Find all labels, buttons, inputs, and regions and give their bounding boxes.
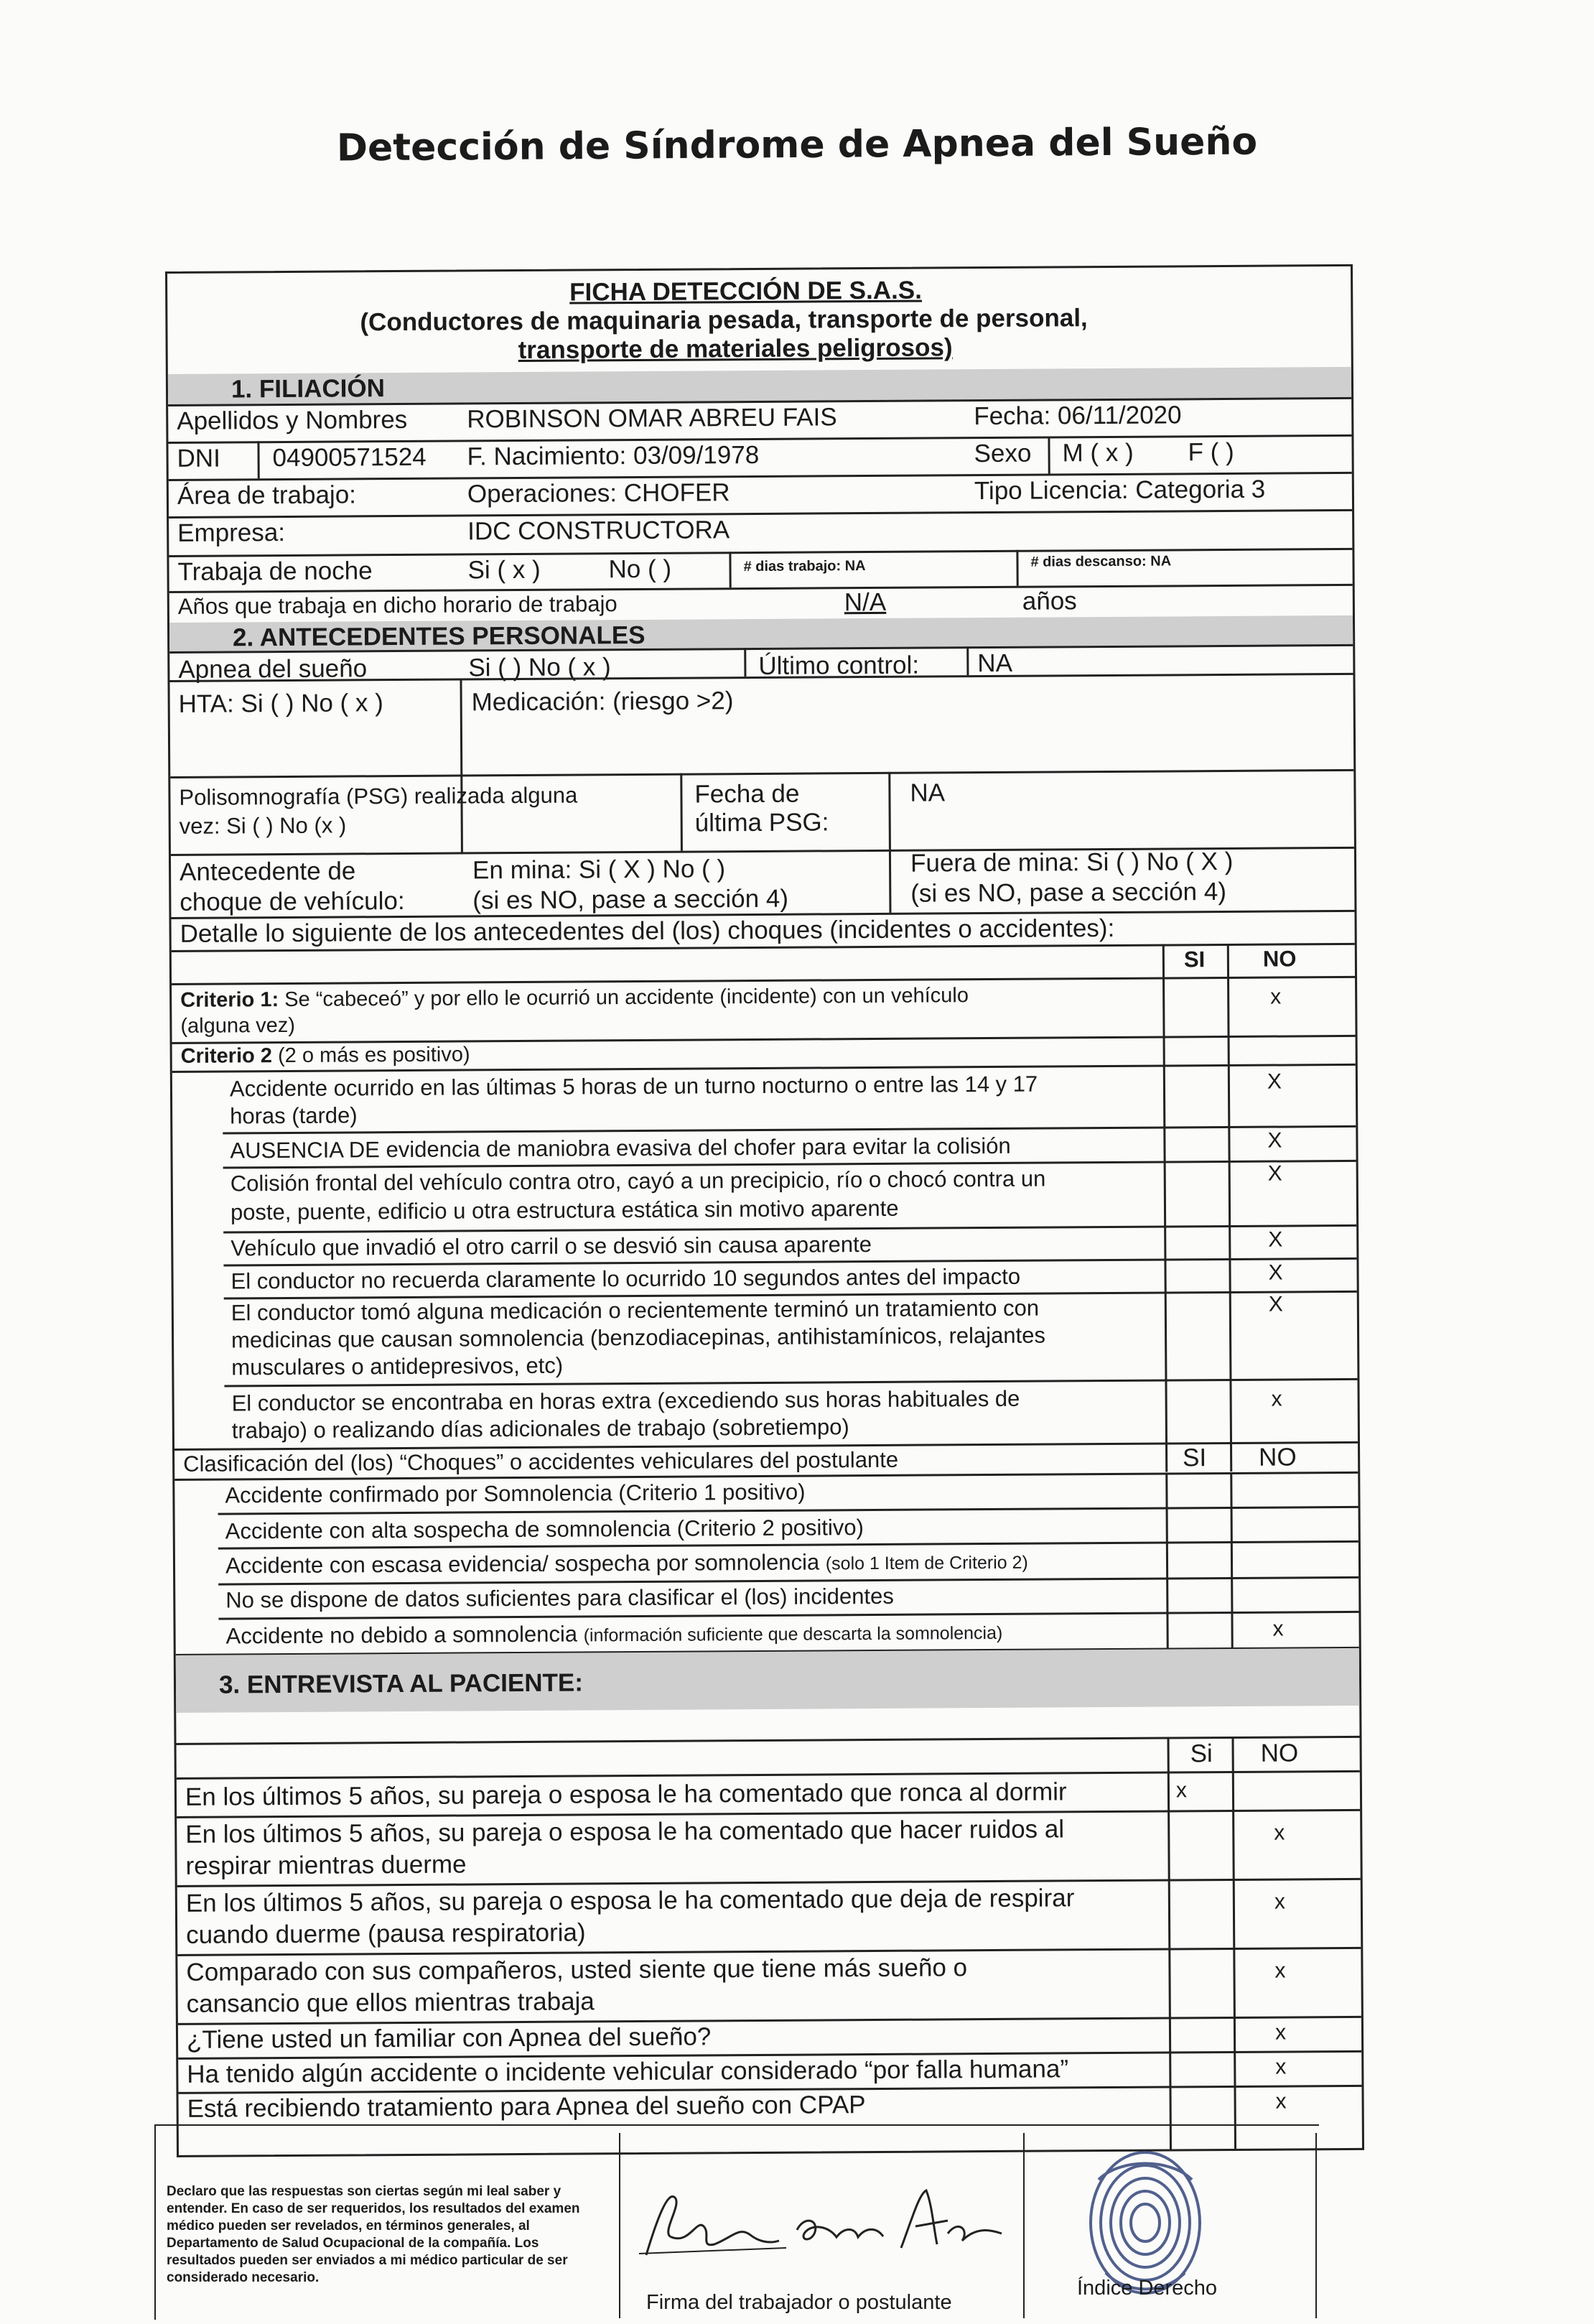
dias-descanso: # dias descanso: NA bbox=[1030, 553, 1172, 570]
s3-no-mark: x bbox=[1275, 2089, 1287, 2114]
item-no-mark: X bbox=[1268, 1260, 1283, 1285]
dni-label: DNI bbox=[177, 444, 220, 473]
form-header-line3: transporte de materiales peligrosos) bbox=[518, 333, 953, 364]
item-line: Accidente ocurrido en las últimas 5 horas de un turno nocturno o entre las 14 y 17 bbox=[229, 1071, 1038, 1102]
sexo-label: Sexo bbox=[974, 439, 1032, 468]
s3-row: cuando duerme (pausa respiratoria) bbox=[186, 1918, 586, 1949]
col-no: NO bbox=[1262, 946, 1297, 972]
empresa-value: IDC CONSTRUCTORA bbox=[467, 516, 730, 546]
item-line: El conductor se encontraba en horas extra (excediendo sus horas habituales de bbox=[231, 1385, 1020, 1416]
form-header-line2: (Conductores de maquinaria pesada, transporte de personal, bbox=[360, 304, 1088, 337]
item-line: El conductor no recuerda claramente lo ocurrido 10 segundos antes del impacto bbox=[230, 1263, 1021, 1294]
criterio1-line1: Criterio 1: Se “cabeceó” y por ello le ocurrió un accidente (incidente) con un vehículo bbox=[180, 984, 969, 1012]
clas-item: Accidente no debido a somnolencia (información suficiente que descarta la somnolencia) bbox=[225, 1621, 1003, 1649]
s3-no-mark: x bbox=[1274, 1958, 1286, 1983]
clasificacion-si: SI bbox=[1182, 1444, 1207, 1472]
section1-title: 1. FILIACIÓN bbox=[230, 374, 386, 404]
item-line: AUSENCIA DE evidencia de maniobra evasiva del chofer para evitar la colisión bbox=[230, 1133, 1011, 1163]
s3-row: respirar mientras duerme bbox=[185, 1850, 467, 1880]
section2-title: 2. ANTECEDENTES PERSONALES bbox=[232, 620, 645, 652]
section3-title: 3. ENTREVISTA AL PACIENTE: bbox=[218, 1668, 584, 1699]
noche-label: Trabaja de noche bbox=[177, 557, 373, 586]
col-si: SI bbox=[1183, 947, 1206, 972]
criterio1-line2: (alguna vez) bbox=[180, 1013, 296, 1038]
clas-item: Accidente confirmado por Somnolencia (Criterio 1 positivo) bbox=[225, 1479, 806, 1508]
mina-line2: (si es NO, pase a sección 4) bbox=[472, 884, 789, 915]
empresa-label: Empresa: bbox=[177, 518, 286, 547]
item-no-mark: X bbox=[1267, 1161, 1282, 1186]
anios-unit: años bbox=[1022, 587, 1077, 615]
declaracion-text: Declaro que las respuestas son ciertas según mi leal saber y entender. En caso de ser requeridos, los resultados del examen médico pueden ser revelados, en términos generales, al Departamento de Salud Ocupacional de la compañía. Los resultados pueden ser enviados a mi médico particular de ser considerado necesario. bbox=[167, 2184, 580, 2285]
name-label: Apellidos y Nombres bbox=[177, 405, 408, 435]
s3-no-mark: x bbox=[1274, 1890, 1285, 1914]
mina-line1: En mina: Si ( X ) No ( ) bbox=[472, 855, 726, 885]
sexo-m: M ( x ) bbox=[1062, 438, 1134, 468]
criterio1-no-mark: x bbox=[1270, 985, 1282, 1009]
area-value: Operaciones: CHOFER bbox=[467, 478, 730, 508]
item-line: El conductor tomó alguna medicación o recientemente terminó un tratamiento con bbox=[230, 1295, 1040, 1326]
sas-form bbox=[165, 264, 1364, 2157]
indice-label: Índice Derecho bbox=[1077, 2277, 1218, 2300]
licencia-value: Tipo Licencia: Categoria 3 bbox=[974, 475, 1266, 506]
sexo-f: F ( ) bbox=[1188, 437, 1234, 467]
s3-no-mark: x bbox=[1274, 2020, 1287, 2045]
s3-no-mark: x bbox=[1274, 1821, 1285, 1845]
s3-row: En los últimos 5 años, su pareja o esposa le ha comentado que hacer ruidos al bbox=[185, 1815, 1065, 1849]
item-line: poste, puente, edificio u otra estructura estática sin motivo aparente bbox=[230, 1195, 899, 1225]
anios-label: Años que trabaja en dicho horario de trabajo bbox=[177, 591, 617, 619]
criterio2-label: Criterio 2 (2 o más es positivo) bbox=[180, 1043, 470, 1068]
nacimiento-value: F. Nacimiento: 03/09/1978 bbox=[467, 440, 760, 471]
s3-row: ¿Tiene usted un familiar con Apnea del sueño? bbox=[186, 2022, 712, 2054]
item-no-mark: x bbox=[1271, 1387, 1282, 1411]
dias-trabajo: # dias trabajo: NA bbox=[743, 558, 866, 575]
control-label: Último control: bbox=[758, 651, 920, 680]
s3-si-mark: x bbox=[1175, 1778, 1188, 1803]
name-value: ROBINSON OMAR ABREU FAIS bbox=[467, 403, 837, 434]
item-no-mark: X bbox=[1268, 1292, 1283, 1316]
noche-no: No ( ) bbox=[608, 554, 672, 584]
detalle-label: Detalle lo siguiente de los antecedentes del (los) choques (incidentes o accidentes): bbox=[180, 914, 1115, 948]
s3-row: En los últimos 5 años, su pareja o esposa le ha comentado que deja de respirar bbox=[185, 1884, 1075, 1918]
item-line: trabajo) o realizando días adicionales de trabajo (sobretiempo) bbox=[231, 1414, 849, 1444]
psg-line2: vez: Si ( ) No (x ) bbox=[179, 812, 347, 839]
s3-col-no: NO bbox=[1260, 1739, 1299, 1767]
item-no-mark: X bbox=[1267, 1069, 1282, 1094]
fecha-value: Fecha: 06/11/2020 bbox=[974, 401, 1182, 431]
item-line: horas (tarde) bbox=[230, 1102, 358, 1129]
clasificacion-label: Clasificación del (los) “Choques” o accidentes vehiculares del postulante bbox=[183, 1446, 899, 1477]
form-header-line1: FICHA DETECCIÓN DE S.A.S. bbox=[569, 276, 922, 307]
clas-item: No se dispone de datos suficientes para clasificar el (los) incidentes bbox=[225, 1583, 894, 1613]
s3-col-si: Si bbox=[1190, 1739, 1213, 1768]
document-title: Detección de Síndrome de Apnea del Sueño bbox=[336, 120, 1258, 170]
s3-row: En los últimos 5 años, su pareja o esposa le ha comentado que ronca al dormir bbox=[185, 1777, 1067, 1811]
fuera-line2: (si es NO, pase a sección 4) bbox=[910, 877, 1227, 908]
area-label: Área de trabajo: bbox=[177, 480, 357, 510]
control-value: NA bbox=[977, 649, 1013, 678]
psg-line1: Polisomnografía (PSG) realizada alguna bbox=[179, 782, 578, 810]
psg-fecha-line1: Fecha de bbox=[694, 779, 800, 809]
psg-fecha-line2: última PSG: bbox=[694, 808, 829, 837]
dni-value: 04900571524 bbox=[272, 442, 427, 473]
s3-row: cansancio que ellos mientras trabaja bbox=[186, 1987, 595, 2018]
noche-si: Si ( x ) bbox=[467, 555, 541, 585]
clas-item: Accidente con alta sospecha de somnolencia (Criterio 2 positivo) bbox=[225, 1515, 864, 1544]
item-line: Vehículo que invadió el otro carril o se desvió sin causa aparente bbox=[230, 1232, 872, 1261]
anios-value: N/A bbox=[844, 587, 887, 617]
choque-line2: choque de vehículo: bbox=[180, 886, 405, 916]
s3-row: Ha tenido algún accidente o incidente vehicular considerado “por falla humana” bbox=[187, 2055, 1069, 2088]
item-line: musculares o antidepresivos, etc) bbox=[231, 1352, 564, 1380]
medicacion-label: Medicación: (riesgo >2) bbox=[471, 687, 734, 717]
clasificacion-no: NO bbox=[1258, 1443, 1297, 1472]
choque-line1: Antecedente de bbox=[179, 857, 356, 886]
s3-row: Comparado con sus compañeros, usted siente que tiene más sueño o bbox=[186, 1953, 968, 1986]
s3-no-mark: x bbox=[1275, 2055, 1287, 2079]
clas-item: Accidente con escasa evidencia/ sospecha por somnolencia (solo 1 Item de Criterio 2) bbox=[225, 1549, 1028, 1579]
signature-image bbox=[632, 2176, 1005, 2269]
fuera-line1: Fuera de mina: Si ( ) No ( X ) bbox=[910, 847, 1234, 878]
clas-no-mark: x bbox=[1272, 1617, 1284, 1641]
psg-fecha-value: NA bbox=[910, 778, 946, 807]
item-no-mark: X bbox=[1267, 1128, 1282, 1153]
apnea-label: Apnea del sueño bbox=[178, 654, 368, 684]
firma-label: Firma del trabajador o postulante bbox=[646, 2291, 952, 2314]
item-line: medicinas que causan somnolencia (benzodiacepinas, antihistamínicos, relajantes bbox=[230, 1322, 1046, 1353]
s3-row: Está recibiendo tratamiento para Apnea del sueño con CPAP bbox=[187, 2091, 866, 2123]
item-line: Colisión frontal del vehículo contra otro, cayó a un precipicio, río o chocó contra un bbox=[230, 1166, 1046, 1196]
apnea-value: Si ( ) No ( x ) bbox=[468, 653, 611, 682]
item-no-mark: X bbox=[1268, 1227, 1283, 1252]
hta-value: HTA: Si ( ) No ( x ) bbox=[178, 689, 383, 718]
